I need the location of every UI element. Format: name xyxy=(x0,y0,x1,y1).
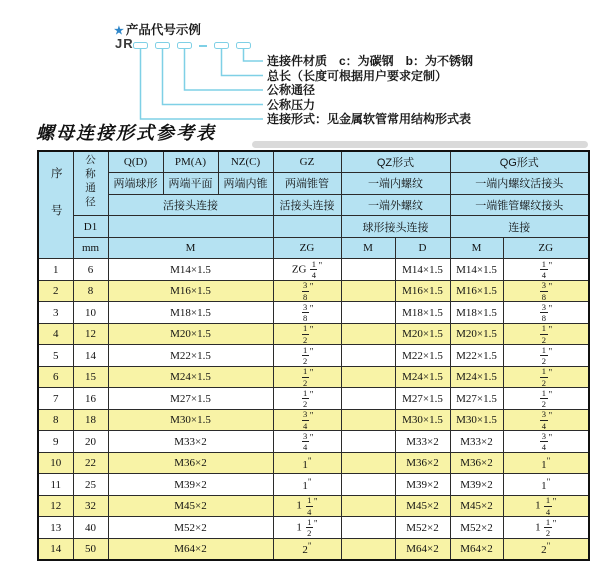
cell-qg-zg: 1" xyxy=(503,474,589,496)
cell-qz-m xyxy=(341,302,395,324)
product-code-heading-text: 产品代号示例 xyxy=(125,23,201,37)
cell-dn: 15 xyxy=(73,366,108,388)
cell-qz-d: M16×1.5 xyxy=(395,280,450,302)
cell-qz-m xyxy=(341,345,395,367)
cell-dn: 18 xyxy=(73,409,108,431)
cell-qz-d: M24×1.5 xyxy=(395,366,450,388)
cell-m-thread: M33×2 xyxy=(108,431,273,453)
cell-m-thread: M30×1.5 xyxy=(108,409,273,431)
subheader-qz-external: 一端外螺纹 xyxy=(341,194,450,216)
cell-qg-m: M30×1.5 xyxy=(450,409,503,431)
cell-gz: $\frac{3}{4}$ " xyxy=(273,431,341,453)
table-row xyxy=(38,280,589,302)
subheader-union-joint: 活接头连接 xyxy=(108,194,273,216)
cell-seq: 6 xyxy=(38,366,73,388)
cell-qz-m xyxy=(341,431,395,453)
subheader-qz-connection: 球形接头连接 xyxy=(341,216,450,238)
unit-d: D xyxy=(395,237,450,259)
cell-qz-d: M30×1.5 xyxy=(395,409,450,431)
cell-qz-d: M52×2 xyxy=(395,517,450,539)
cell-gz: $\frac{3}{8}$ " xyxy=(273,280,341,302)
cell-dn: 14 xyxy=(73,345,108,367)
cell-m-thread: M39×2 xyxy=(108,474,273,496)
cell-qg-zg: 1 $\frac{1}{4}$ " xyxy=(503,495,589,517)
cell-qg-zg: $\frac{1}{2}$ " xyxy=(503,366,589,388)
cell-qg-zg: $\frac{3}{4}$ " xyxy=(503,409,589,431)
legend-total-length: 总长（长度可根据用户要求定制） xyxy=(267,68,448,83)
cell-gz: 1 $\frac{1}{2}$ " xyxy=(273,517,341,539)
cell-gz: 1 $\frac{1}{4}$ " xyxy=(273,495,341,517)
table-row xyxy=(38,517,589,539)
legend-nominal-pressure: 公称压力 xyxy=(267,97,316,112)
cell-qg-zg: $\frac{1}{2}$ " xyxy=(503,345,589,367)
col-header-seq-label: 序号 xyxy=(49,166,62,241)
cell-seq: 3 xyxy=(38,302,73,324)
cell-qg-m: M16×1.5 xyxy=(450,280,503,302)
cell-qg-zg: 1 $\frac{1}{2}$ " xyxy=(503,517,589,539)
cell-seq: 8 xyxy=(38,409,73,431)
cell-qg-m: M20×1.5 xyxy=(450,323,503,345)
subheader-qg-taper: 一端锥管螺纹接头 xyxy=(450,194,589,216)
nut-connection-table xyxy=(37,150,590,561)
cell-qz-m xyxy=(341,323,395,345)
cell-gz: $\frac{1}{2}$ " xyxy=(273,366,341,388)
cell-qz-m xyxy=(341,474,395,496)
cell-qz-d: M18×1.5 xyxy=(395,302,450,324)
cell-qg-zg: $\frac{1}{4}$ " xyxy=(503,259,589,281)
cell-qz-d: M27×1.5 xyxy=(395,388,450,410)
cell-seq: 10 xyxy=(38,452,73,474)
cell-m-thread: M14×1.5 xyxy=(108,259,273,281)
cell-qg-zg: $\frac{3}{4}$ " xyxy=(503,431,589,453)
subheader-qz-ends: 一端内螺纹 xyxy=(341,173,450,195)
header-empty-gz xyxy=(273,216,341,238)
cell-m-thread: M64×2 xyxy=(108,538,273,560)
cell-dn: 6 xyxy=(73,259,108,281)
cell-seq: 13 xyxy=(38,517,73,539)
cell-gz: ZG $\frac{1}{4}$ " xyxy=(273,259,341,281)
cell-m-thread: M45×2 xyxy=(108,495,273,517)
table-row xyxy=(38,323,589,345)
table-header xyxy=(38,151,589,259)
cell-qg-m: M64×2 xyxy=(450,538,503,560)
table-row xyxy=(38,302,589,324)
code-box xyxy=(214,42,229,49)
cell-qz-d: M20×1.5 xyxy=(395,323,450,345)
subheader-pm-ends: 两端平面 xyxy=(163,173,218,195)
table-body xyxy=(38,259,589,560)
table-row xyxy=(38,345,589,367)
cell-qg-m: M39×2 xyxy=(450,474,503,496)
cell-dn: 10 xyxy=(73,302,108,324)
page-title: 螺母连接形式参考表 xyxy=(36,123,216,143)
table-row xyxy=(38,431,589,453)
cell-qz-d: M36×2 xyxy=(395,452,450,474)
cell-qz-m xyxy=(341,366,395,388)
col-header-gz: GZ xyxy=(273,151,341,173)
cell-gz: $\frac{1}{2}$ " xyxy=(273,388,341,410)
cell-qz-m xyxy=(341,538,395,560)
unit-m1: M xyxy=(108,237,273,259)
cell-seq: 14 xyxy=(38,538,73,560)
table-row xyxy=(38,452,589,474)
code-dash xyxy=(199,45,207,47)
cell-qg-m: M22×1.5 xyxy=(450,345,503,367)
cell-qg-m: M36×2 xyxy=(450,452,503,474)
scan-artifact xyxy=(252,141,588,148)
cell-qz-d: M45×2 xyxy=(395,495,450,517)
unit-zg1: ZG xyxy=(273,237,341,259)
cell-seq: 2 xyxy=(38,280,73,302)
cell-qg-zg: 2" xyxy=(503,538,589,560)
col-header-d1: D1 xyxy=(73,216,108,238)
legend-nominal-diameter: 公称通径 xyxy=(267,83,316,97)
cell-gz: $\frac{1}{2}$ " xyxy=(273,345,341,367)
cell-qz-d: M14×1.5 xyxy=(395,259,450,281)
col-header-q: Q(D) xyxy=(108,151,163,173)
cell-qg-zg: $\frac{1}{2}$ " xyxy=(503,388,589,410)
subheader-q-ends: 两端球形 xyxy=(108,173,163,195)
cell-gz: $\frac{3}{8}$ " xyxy=(273,302,341,324)
cell-seq: 1 xyxy=(38,259,73,281)
cell-qz-d: M39×2 xyxy=(395,474,450,496)
cell-dn: 25 xyxy=(73,474,108,496)
cell-qz-d: M64×2 xyxy=(395,538,450,560)
header-empty-m xyxy=(108,216,273,238)
cell-dn: 50 xyxy=(73,538,108,560)
legend-material: 连接件材质 c：为碳钢 b：为不锈钢 xyxy=(267,54,474,68)
cell-qg-zg: $\frac{3}{8}$ " xyxy=(503,280,589,302)
table-row xyxy=(38,366,589,388)
code-prefix: JR xyxy=(115,36,134,51)
cell-qg-zg: 1" xyxy=(503,452,589,474)
cell-gz: $\frac{1}{2}$ " xyxy=(273,323,341,345)
cell-qz-m xyxy=(341,452,395,474)
cell-dn: 12 xyxy=(73,323,108,345)
col-header-dn-label: 公称通径 xyxy=(84,154,96,210)
cell-qz-m xyxy=(341,517,395,539)
cell-m-thread: M52×2 xyxy=(108,517,273,539)
cell-gz: 2" xyxy=(273,538,341,560)
col-header-qg: QG形式 xyxy=(450,151,589,173)
cell-qz-m xyxy=(341,409,395,431)
cell-m-thread: M24×1.5 xyxy=(108,366,273,388)
cell-m-thread: M22×1.5 xyxy=(108,345,273,367)
table-row xyxy=(38,495,589,517)
subheader-gz-joint: 活接头连接 xyxy=(273,194,341,216)
cell-qz-m xyxy=(341,280,395,302)
table-row xyxy=(38,259,589,281)
cell-seq: 5 xyxy=(38,345,73,367)
code-legend xyxy=(267,54,473,127)
cell-qg-m: M24×1.5 xyxy=(450,366,503,388)
cell-qg-m: M52×2 xyxy=(450,517,503,539)
code-box xyxy=(177,42,192,49)
col-header-dn xyxy=(73,151,108,216)
cell-gz: 1" xyxy=(273,474,341,496)
cell-m-thread: M16×1.5 xyxy=(108,280,273,302)
cell-seq: 11 xyxy=(38,474,73,496)
cell-seq: 4 xyxy=(38,323,73,345)
table-row xyxy=(38,474,589,496)
star-icon: ★ xyxy=(114,25,124,37)
unit-zg2: ZG xyxy=(503,237,589,259)
cell-qg-m: M14×1.5 xyxy=(450,259,503,281)
cell-m-thread: M27×1.5 xyxy=(108,388,273,410)
subheader-qg-connection: 连接 xyxy=(450,216,589,238)
subheader-gz-ends: 两端锥管 xyxy=(273,173,341,195)
cell-qg-m: M33×2 xyxy=(450,431,503,453)
code-box xyxy=(236,42,251,49)
cell-qz-m xyxy=(341,495,395,517)
cell-m-thread: M18×1.5 xyxy=(108,302,273,324)
col-header-mm: mm xyxy=(73,237,108,259)
cell-qg-m: M27×1.5 xyxy=(450,388,503,410)
cell-gz: $\frac{3}{4}$ " xyxy=(273,409,341,431)
cell-qz-m xyxy=(341,388,395,410)
cell-m-thread: M36×2 xyxy=(108,452,273,474)
col-header-pm: PM(A) xyxy=(163,151,218,173)
cell-seq: 7 xyxy=(38,388,73,410)
code-box xyxy=(133,42,148,49)
cell-qg-zg: $\frac{1}{2}$ " xyxy=(503,323,589,345)
col-header-qz: QZ形式 xyxy=(341,151,450,173)
cell-dn: 22 xyxy=(73,452,108,474)
cell-seq: 12 xyxy=(38,495,73,517)
cell-dn: 8 xyxy=(73,280,108,302)
subheader-qg-ends: 一端内螺纹活接头 xyxy=(450,173,589,195)
code-box xyxy=(155,42,170,49)
cell-qg-m: M45×2 xyxy=(450,495,503,517)
cell-dn: 32 xyxy=(73,495,108,517)
cell-gz: 1" xyxy=(273,452,341,474)
cell-dn: 40 xyxy=(73,517,108,539)
cell-dn: 16 xyxy=(73,388,108,410)
col-header-seq xyxy=(38,151,73,259)
col-header-nz: NZ(C) xyxy=(218,151,273,173)
unit-m3: M xyxy=(450,237,503,259)
cell-qz-d: M22×1.5 xyxy=(395,345,450,367)
code-boxes xyxy=(133,42,251,49)
cell-qg-m: M18×1.5 xyxy=(450,302,503,324)
table-row xyxy=(38,388,589,410)
table-row xyxy=(38,409,589,431)
cell-dn: 20 xyxy=(73,431,108,453)
cell-qg-zg: $\frac{3}{8}$ " xyxy=(503,302,589,324)
cell-seq: 9 xyxy=(38,431,73,453)
unit-m2: M xyxy=(341,237,395,259)
cell-qz-m xyxy=(341,259,395,281)
table-row xyxy=(38,538,589,560)
subheader-nz-ends: 两端内锥 xyxy=(218,173,273,195)
legend-connection-form: 连接形式：见金属软管常用结构形式表 xyxy=(267,112,472,126)
cell-qz-d: M33×2 xyxy=(395,431,450,453)
cell-m-thread: M20×1.5 xyxy=(108,323,273,345)
